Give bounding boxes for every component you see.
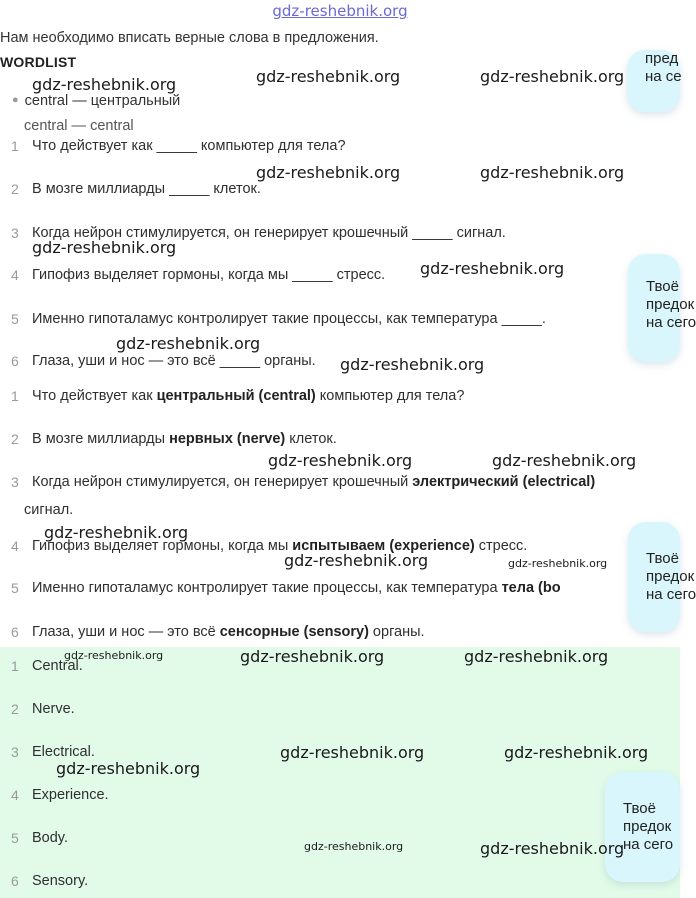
answer-row — [0, 873, 680, 895]
question-text: В мозге миллиарды _____ клеток. — [32, 181, 261, 197]
question-text: Что действует как _____ компьютер для тела? — [32, 138, 346, 154]
question-row — [0, 181, 680, 203]
site-header-link[interactable]: gdz-reshebnik.org — [272, 2, 408, 20]
question-row — [0, 138, 680, 160]
promo-card[interactable] — [628, 254, 696, 362]
promo-text: на сего — [623, 836, 674, 853]
filled-sentence: Гипофиз выделяет гормоны, когда мы испытываем (experience) стресс. — [32, 538, 528, 554]
promo-text: Твоё — [623, 800, 656, 817]
watermark: gdz-reshebnik.org — [508, 557, 608, 570]
answer-highlight: центральный (central) — [156, 388, 316, 404]
filled-sentence-row — [0, 624, 680, 646]
answer-text: Sensory. — [32, 873, 89, 889]
answer-number: 3 — [11, 744, 19, 760]
watermark: gdz-reshebnik.org — [56, 759, 201, 778]
watermark: gdz-reshebnik.org — [256, 163, 401, 182]
promo-text: Твоё — [646, 550, 679, 567]
promo-text: на се — [645, 68, 682, 85]
answer-highlight: тела (bo — [501, 580, 561, 596]
promo-text: пред — [645, 50, 679, 67]
bullet-icon: ● — [12, 94, 19, 106]
answer-number: 1 — [11, 658, 19, 674]
filled-sentence-continuation: сигнал. — [24, 502, 74, 518]
wordlist-item — [12, 93, 180, 109]
watermark: gdz-reshebnik.org — [280, 743, 425, 762]
watermark: gdz-reshebnik.org — [420, 259, 565, 278]
sentence-number: 1 — [11, 388, 19, 404]
watermark: gdz-reshebnik.org — [464, 647, 609, 666]
sentence-number: 3 — [11, 474, 19, 490]
watermark: gdz-reshebnik.org — [304, 840, 404, 853]
watermark: gdz-reshebnik.org — [32, 75, 177, 94]
sentence-number: 2 — [11, 431, 19, 447]
filled-sentence-row — [0, 388, 680, 410]
question-number: 1 — [11, 138, 19, 154]
promo-text: на сего — [646, 314, 696, 331]
wordlist-item-clipped-text: central — central — [24, 118, 134, 134]
watermark: gdz-reshebnik.org — [340, 355, 485, 374]
filled-sentence: Когда нейрон стимулируется, он генерирует крошечный электрический (electrical) — [32, 474, 596, 490]
promo-text: Твоё — [646, 278, 679, 295]
question-number: 4 — [11, 267, 19, 283]
watermark: gdz-reshebnik.org — [480, 839, 625, 858]
sentence-number: 5 — [11, 580, 19, 596]
watermark: gdz-reshebnik.org — [480, 67, 625, 86]
answer-text: Body. — [32, 830, 69, 846]
watermark: gdz-reshebnik.org — [504, 743, 649, 762]
answer-number: 4 — [11, 787, 19, 803]
filled-sentence-row — [0, 580, 696, 603]
answer-highlight: нервных (nerve) — [169, 431, 286, 447]
question-text: Гипофиз выделяет гормоны, когда мы _____ стресс. — [32, 267, 386, 283]
filled-sentence: Именно гипоталамус контролирует такие процессы, как температура тела (bo — [32, 580, 561, 596]
answer-row — [0, 787, 680, 809]
watermark: gdz-reshebnik.org — [492, 451, 637, 470]
sentence-number: 6 — [11, 624, 19, 640]
promo-card[interactable] — [628, 522, 696, 632]
watermark: gdz-reshebnik.org — [240, 647, 385, 666]
sentence-number: 4 — [11, 538, 19, 554]
filled-sentence-row — [0, 431, 680, 453]
watermark: gdz-reshebnik.org — [268, 451, 413, 470]
answer-text: Central. — [32, 658, 83, 674]
filled-sentence-row — [0, 474, 680, 496]
question-text: Когда нейрон стимулируется, он генерирует крошечный _____ сигнал. — [32, 225, 506, 241]
answer-text: Experience. — [32, 787, 109, 803]
answer-highlight: электрический (electrical) — [412, 474, 596, 490]
task-instruction: Нам необходимо вписать верные слова в предложения. — [0, 30, 379, 46]
promo-text: предок — [623, 818, 672, 835]
watermark: gdz-reshebnik.org — [32, 238, 177, 257]
watermark: gdz-reshebnik.org — [256, 67, 401, 86]
wordlist-title: WORDLIST — [0, 54, 77, 70]
question-text: Глаза, уши и нос — это всё _____ органы. — [32, 353, 316, 369]
question-number: 5 — [11, 311, 19, 327]
promo-card[interactable] — [605, 772, 680, 882]
question-number: 2 — [11, 181, 19, 197]
question-number: 3 — [11, 225, 19, 241]
question-row — [0, 311, 696, 333]
promo-card[interactable] — [627, 50, 680, 112]
filled-sentence: В мозге миллиарды нервных (nerve) клеток. — [32, 431, 337, 447]
wordlist-item-text: central — центральный — [24, 93, 181, 109]
promo-text: предок — [646, 296, 695, 313]
filled-sentence: Что действует как центральный (central) компьютер для тела? — [32, 388, 465, 404]
watermark: gdz-reshebnik.org — [44, 523, 189, 542]
answer-number: 2 — [11, 701, 19, 717]
promo-text: на сего — [646, 586, 696, 603]
answer-highlight: испытываем (experience) — [292, 538, 475, 554]
promo-text: предок — [646, 568, 695, 585]
watermark: gdz-reshebnik.org — [116, 334, 261, 353]
filled-sentence: Глаза, уши и нос — это всё сенсорные (sensory) органы. — [32, 624, 425, 640]
answer-text: Nerve. — [32, 701, 75, 717]
watermark: gdz-reshebnik.org — [480, 163, 625, 182]
question-number: 6 — [11, 353, 19, 369]
answer-text: Electrical. — [32, 744, 95, 760]
answer-highlight: сенсорные (sensory) — [219, 624, 369, 640]
watermark: gdz-reshebnik.org — [64, 649, 164, 662]
answer-row — [0, 701, 680, 723]
wordlist-item-clipped — [24, 116, 134, 134]
answer-number: 5 — [11, 830, 19, 846]
watermark: gdz-reshebnik.org — [284, 551, 429, 570]
question-row — [0, 267, 680, 289]
question-text: Именно гипоталамус контролирует такие процессы, как температура _____. — [32, 311, 546, 327]
answer-number: 6 — [11, 873, 19, 889]
